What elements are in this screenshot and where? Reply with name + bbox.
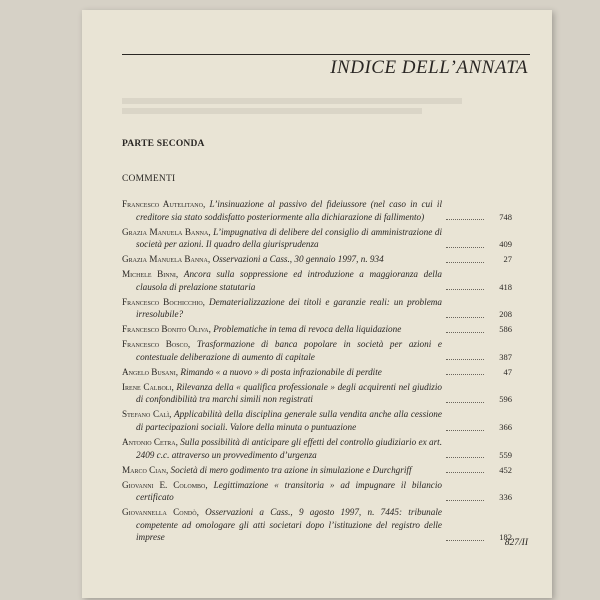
entry-text: Michele Binni, Ancora sulla soppressione ed introduzione a maggioranza della clausola di prelazione statutaria <box>122 269 442 292</box>
entry-author: Irene Calboli <box>122 381 172 392</box>
index-entry <box>122 436 512 461</box>
index-entry <box>122 198 512 223</box>
entry-text: Giovannella Condò, Osservazioni a Cass., 9 agosto 1997, n. 7445: tribunale competente ad omologare gli atti societari dopo l’istituzione del registro delle imprese <box>122 507 442 543</box>
entry-text: Francesco Autelitano, L’insinuazione al passivo del fideiussore (nel caso in cui il creditore sia stato soddisfatto posteriormente alla dichiarazione di fallimento) <box>122 199 442 222</box>
leader-dots <box>446 218 484 220</box>
entry-text: Grazia Manuela Banna, Osservazioni a Cass., 30 gennaio 1997, n. 934 <box>122 254 384 265</box>
entry-title: L’insinuazione al passivo del fideiussore (nel caso in cui il creditore sia stato soddisfatto posteriormente alla dichiarazione di fallimento) <box>136 199 442 222</box>
leader-dots <box>446 261 484 263</box>
index-entry <box>122 296 512 321</box>
entry-text: Francesco Bonito Oliva, Problematiche in tema di revoca della liquidazione <box>122 324 402 335</box>
page-title: INDICE DELL’ANNATA <box>330 57 528 78</box>
entry-title: Osservazioni a Cass., 9 agosto 1997, n. 7445: tribunale competente ad omologare gli atti societari dopo l’istituzione del registro delle imprese <box>136 507 442 543</box>
entry-title: Problematiche in tema di revoca della liquidazione <box>213 324 402 335</box>
entry-author: Grazia Manuela Banna <box>122 226 209 237</box>
entry-page-number: 559 <box>499 449 512 460</box>
entry-title: L’impugnativa di delibere del consiglio di amministrazione di società per azioni. Il quadro della giurisprudenza <box>136 226 442 250</box>
entry-author: Michele Binni <box>122 269 176 280</box>
entry-page-number: 208 <box>499 309 512 320</box>
entry-text: Angelo Busani, Rimando « a nuovo » di posta infrazionabile di perdite <box>122 366 382 377</box>
leader-dots <box>446 373 484 375</box>
entry-text: Stefano Calì, Applicabilità della disciplina generale sulla vendita anche alla cessione di partecipazioni sociali. Valore della minuta o puntuazione <box>122 409 442 433</box>
entry-title: Applicabilità della disciplina generale sulla vendita anche alla cessione di partecipazioni sociali. Valore della minuta o puntuazione <box>136 409 442 433</box>
entry-page-number: 182 <box>499 532 512 543</box>
page-number: 827/II <box>504 538 528 548</box>
entry-title: Osservazioni a Cass., 30 gennaio 1997, n. 934 <box>212 254 384 265</box>
entry-author: Francesco Bonito Oliva <box>122 324 209 335</box>
index-entry <box>122 506 512 544</box>
entry-title: Società di mero godimento tra azione in simulazione e Durchgriff <box>170 464 412 475</box>
entry-text: Irene Calboli, Rilevanza della « qualifica professionale » degli acquirenti nel giudizio di confondibilità tra marchi simili non registrati <box>122 381 442 405</box>
index-entries <box>122 198 512 546</box>
entry-title: Trasformazione di banca popolare in società per azioni e contestuale deliberazione di aumento di capitale <box>136 339 442 362</box>
entry-title: Ancora sulla soppressione ed introduzione a maggioranza della clausola di prelazione statutaria <box>136 269 442 292</box>
entry-author: Francesco Autelitano <box>122 199 203 209</box>
entry-author: Giovanni E. Colombo <box>122 479 206 490</box>
entry-page-number: 748 <box>499 211 512 222</box>
entry-page-number: 586 <box>499 324 512 335</box>
leader-dots <box>446 429 484 431</box>
entry-page-number: 366 <box>499 422 512 433</box>
section-title: PARTE SECONDA <box>122 139 205 149</box>
entry-page-number: 596 <box>499 394 512 405</box>
leader-dots <box>446 246 484 248</box>
subsection-title: COMMENTI <box>122 174 176 184</box>
leader-dots <box>446 499 484 501</box>
entry-author: Antonio Cetra <box>122 437 176 447</box>
entry-title: Dematerializzazione dei titoli e garanzie reali: un problema irresolubile? <box>136 296 443 320</box>
entry-text: Marco Cian, Società di mero godimento tra azione in simulazione e Durchgriff <box>122 464 412 475</box>
entry-text: Francesco Bosco, Trasformazione di banca popolare in società per azioni e contestuale deliberazione di aumento di capitale <box>122 339 442 362</box>
entry-author: Giovannella Condò <box>122 507 197 518</box>
entry-text: Antonio Cetra, Sulla possibilità di anticipare gli effetti del controllo giudiziario ex art. 2409 c.c. attraverso un provvedimento d’urgenza <box>122 437 442 460</box>
book-page <box>82 10 552 598</box>
index-entry <box>122 381 512 406</box>
index-entry <box>122 479 512 504</box>
leader-dots <box>446 316 484 318</box>
entry-author: Grazia Manuela Banna <box>122 254 208 265</box>
entry-text: Giovanni E. Colombo, Legittimazione « transitoria » ad impugnare il bilancio certificato <box>122 479 443 503</box>
bleed-through-text <box>122 108 422 114</box>
entry-author: Marco Cian <box>122 464 166 475</box>
leader-dots <box>446 456 484 458</box>
entry-author: Angelo Busani <box>122 366 176 377</box>
entry-author: Francesco Bochicchio <box>122 296 203 307</box>
index-entry <box>122 408 512 433</box>
entry-page-number: 452 <box>499 464 512 475</box>
leader-dots <box>446 288 484 290</box>
leader-dots <box>446 331 484 333</box>
entry-title: Rilevanza della « qualifica professionale » degli acquirenti nel giudizio di confondibilità tra marchi simili non registrati <box>136 381 442 405</box>
entry-page-number: 387 <box>499 351 512 362</box>
entry-author: Stefano Calì <box>122 409 170 420</box>
index-entry <box>122 253 512 266</box>
bleed-through-text <box>122 98 462 104</box>
leader-dots <box>446 471 484 473</box>
entry-title: Sulla possibilità di anticipare gli effetti del controllo giudiziario ex art. 2409 c.c. attraverso un provvedimento d’urgenza <box>136 437 442 460</box>
index-entry <box>122 338 512 363</box>
header-rule <box>122 54 530 55</box>
entry-title: Legittimazione « transitoria » ad impugnare il bilancio certificato <box>136 479 443 503</box>
entry-page-number: 409 <box>499 239 512 250</box>
entry-page-number: 418 <box>499 281 512 292</box>
index-entry <box>122 366 512 379</box>
index-entry <box>122 323 512 336</box>
entry-title: Rimando « a nuovo » di posta infrazionabile di perdite <box>180 366 382 377</box>
leader-dots <box>446 539 484 541</box>
index-entry <box>122 226 512 251</box>
leader-dots <box>446 401 484 403</box>
entry-page-number: 27 <box>503 254 512 265</box>
entry-text: Grazia Manuela Banna, L’impugnativa di delibere del consiglio di amministrazione di società per azioni. Il quadro della giurisprudenza <box>122 226 442 250</box>
index-entry <box>122 268 512 293</box>
entry-author: Francesco Bosco <box>122 339 188 350</box>
entry-page-number: 336 <box>499 492 512 503</box>
index-entry <box>122 464 512 477</box>
entry-text: Francesco Bochicchio, Dematerializzazione dei titoli e garanzie reali: un problema irresolubile? <box>122 296 443 320</box>
leader-dots <box>446 358 484 360</box>
entry-page-number: 47 <box>503 366 512 377</box>
